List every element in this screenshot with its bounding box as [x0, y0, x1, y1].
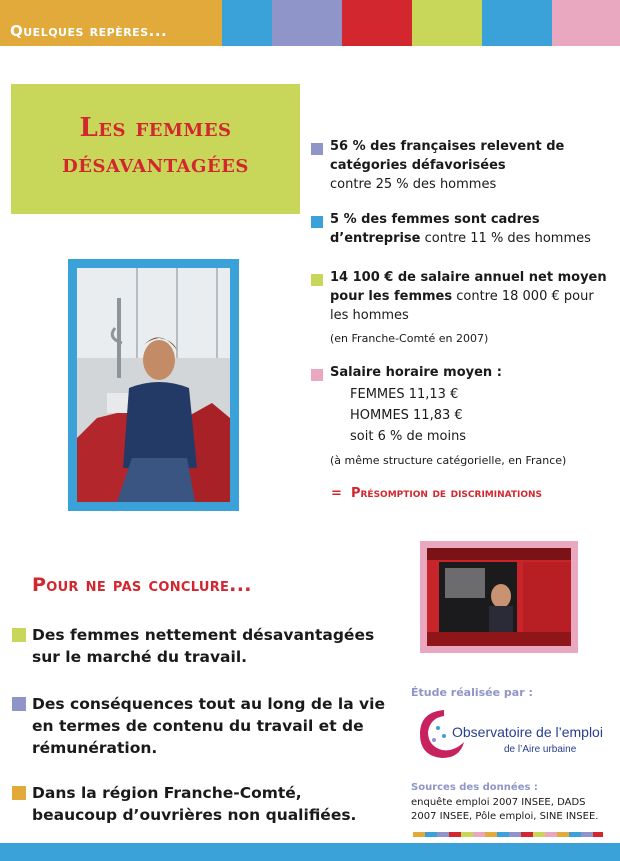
point-2: Des conséquences tout au long de la vie en termes de contenu du travail et de rémunération.: [32, 695, 385, 757]
truck-photo: [427, 548, 571, 646]
fact-bullet-green: [311, 274, 323, 286]
point-1: Des femmes nettement désavantagées sur le marché du travail.: [32, 626, 375, 666]
fact-4: Salaire horaire moyen : FEMMES 11,13 € HOMMES 11,83 € soit 6 % de moins (à même structure catégorielle, en France): [330, 365, 567, 467]
logo-subtext: de l’Aire urbaine: [504, 744, 577, 755]
point-bullet-purple: [12, 697, 26, 711]
hospital-photo: [77, 268, 230, 502]
sources-text: enquête emploi 2007 INSEE, DADS 2007 INSEE, Pôle emploi, SINE INSEE.: [411, 797, 599, 822]
fact-bullet-pink: [311, 369, 323, 381]
sources-label: Sources des données :: [411, 782, 538, 793]
point-bullet-orange: [12, 786, 26, 800]
point-bullet-green: [12, 628, 26, 642]
section-title: Pour ne pas conclure...: [32, 574, 252, 596]
main-title: Les femmes désavantagées: [62, 113, 249, 179]
observatoire-logo: [414, 706, 604, 762]
photo-frame-truck: [420, 541, 578, 653]
photo-frame-hospital: [68, 259, 239, 511]
decor-mini-strip: [413, 832, 603, 837]
footer-color-strip: [0, 843, 620, 861]
conclusion-line: = Présomption de discriminations: [331, 486, 543, 501]
header-title: Quelques repères...: [10, 22, 168, 40]
logo-text: Observatoire de l’emploi: [452, 724, 603, 740]
point-3: Dans la région Franche-Comté, beaucoup d’ouvrières non qualifiées.: [32, 784, 357, 824]
title-box: [11, 84, 300, 214]
fact-bullet-blue: [311, 216, 323, 228]
fact-bullet-purple: [311, 143, 323, 155]
fact-1: 56 % des françaises relevent de catégories défavorisées contre 25 % des hommes: [330, 139, 565, 192]
fact-3: 14 100 € de salaire annuel net moyen pour les femmes contre 18 000 € pour les hommes (en Franche-Comté en 2007): [330, 270, 607, 345]
etude-label: Étude réalisée par :: [411, 686, 533, 699]
fact-2: 5 % des femmes sont cadres d’entreprise contre 11 % des hommes: [330, 212, 591, 246]
